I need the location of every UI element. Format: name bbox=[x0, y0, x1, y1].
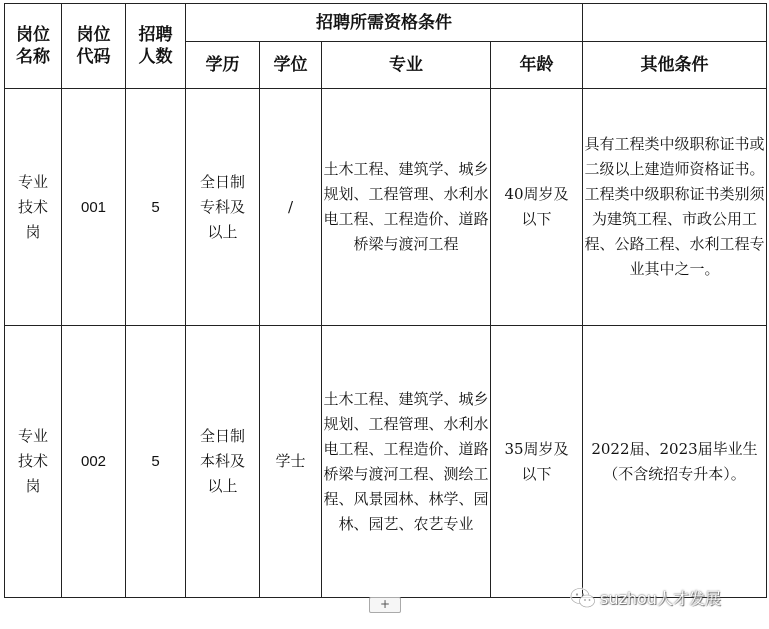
header-row-1 bbox=[5, 4, 767, 42]
wechat-icon bbox=[570, 587, 596, 609]
header-education: 学历 bbox=[186, 42, 260, 89]
header-recruit-count: 招聘人数 bbox=[126, 4, 186, 89]
cell-count: 5 bbox=[126, 326, 186, 598]
header-degree: 学位 bbox=[260, 42, 322, 89]
recruitment-table bbox=[4, 3, 767, 598]
cell-major: 土木工程、建筑学、城乡规划、工程管理、水利水电工程、工程造价、道路桥梁与渡河工程、测绘工程、风景园林、林学、园林、园艺、农艺专业 bbox=[322, 326, 491, 598]
cell-post-code: 002 bbox=[62, 326, 126, 598]
cell-education: 全日制专科及以上 bbox=[186, 89, 260, 326]
cell-education: 全日制本科及以上 bbox=[186, 326, 260, 598]
header-post-name: 岗位名称 bbox=[5, 4, 62, 89]
header-qualifications: 招聘所需资格条件 bbox=[186, 4, 583, 42]
cell-post-code: 001 bbox=[62, 89, 126, 326]
add-row-button[interactable]: + bbox=[369, 597, 401, 613]
watermark-text: suzhou人才发展 bbox=[600, 589, 721, 608]
cell-age: 40周岁及以下 bbox=[491, 89, 583, 326]
cell-other: 具有工程类中级职称证书或二级以上建造师资格证书。工程类中级职称证书类别须为建筑工程、市政公用工程、公路工程、水利工程专业其中之一。 bbox=[583, 89, 767, 326]
cell-major: 土木工程、建筑学、城乡规划、工程管理、水利水电工程、工程造价、道路桥梁与渡河工程 bbox=[322, 89, 491, 326]
table-row bbox=[5, 326, 767, 598]
cell-post-name: 专业技术岗 bbox=[5, 89, 62, 326]
cell-count: 5 bbox=[126, 89, 186, 326]
cell-age: 35周岁及以下 bbox=[491, 326, 583, 598]
header-blank bbox=[583, 4, 767, 42]
cell-post-name: 专业技术岗 bbox=[5, 326, 62, 598]
cell-degree: / bbox=[260, 89, 322, 326]
header-other: 其他条件 bbox=[583, 42, 767, 89]
cell-other: 2022届、2023届毕业生（不含统招专升本）。 bbox=[583, 326, 767, 598]
header-major: 专业 bbox=[322, 42, 491, 89]
table-row bbox=[5, 89, 767, 326]
watermark bbox=[570, 586, 721, 609]
cell-degree: 学士 bbox=[260, 326, 322, 598]
header-post-code: 岗位代码 bbox=[62, 4, 126, 89]
header-age: 年龄 bbox=[491, 42, 583, 89]
